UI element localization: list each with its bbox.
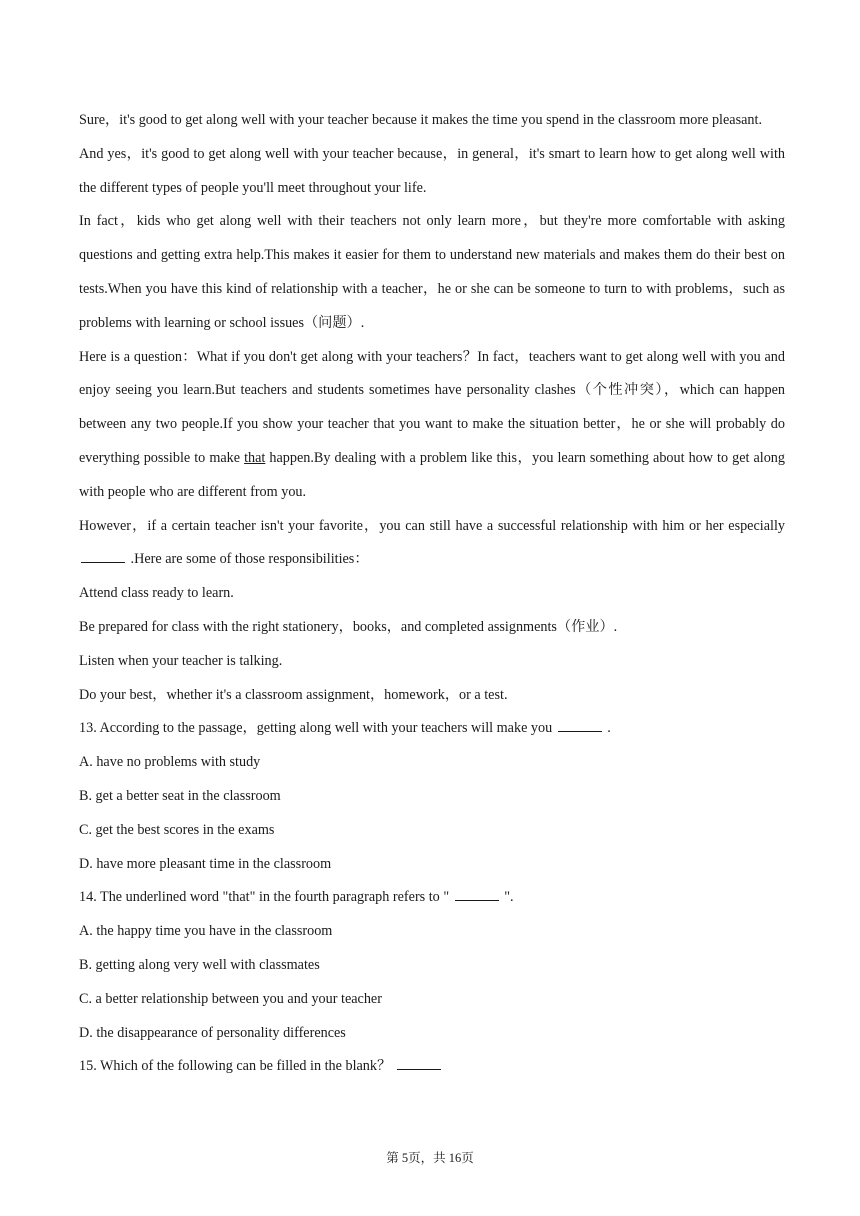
- question-14-option-c: [79, 983, 785, 1017]
- question-13-option-c: [79, 814, 785, 848]
- page-number-label: 第 5页，共 16页: [386, 1151, 474, 1165]
- question-13-stem: [79, 712, 785, 746]
- question-13-option-d: [79, 848, 785, 882]
- question-14-stem: [79, 881, 785, 915]
- paragraph-3-text: In fact，kids who get along well with their teachers not only learn more，but they're more comfortable with asking questions and getting extra help.This makes it easier for them to understand new materials and makes them do their best on tests.When you have this kind of relationship with a teacher，he or she can be someone to turn to with problems，such as problems with learning or school issues（问题）.: [79, 213, 785, 331]
- responsibility-2-text: Be prepared for class with the right stationery，books，and completed assignments（作业）.: [79, 618, 618, 635]
- answer-blank: [455, 886, 499, 901]
- question-13-option-a: [79, 746, 785, 780]
- responsibility-item: [79, 577, 785, 611]
- paragraph-2-text: And yes，it's good to get along well with your teacher because，in general，it's smart to learn how to get along well with the different types of people you'll meet throughout your life.: [79, 145, 785, 196]
- responsibility-3-text: Listen when your teacher is talking.: [79, 652, 283, 669]
- question-13-option-b: [79, 780, 785, 814]
- question-15-stem: [79, 1050, 785, 1084]
- question-13-text-before: 13. According to the passage，getting along well with your teachers will make you: [79, 720, 556, 737]
- option-text: D. the disappearance of personality differences: [79, 1024, 346, 1041]
- option-text: C. a better relationship between you and your teacher: [79, 990, 382, 1007]
- option-text: A. have no problems with study: [79, 754, 261, 771]
- question-14-text-after: ".: [500, 889, 514, 906]
- underlined-word-that: that: [244, 449, 266, 466]
- answer-blank: [558, 717, 602, 732]
- paragraph-5-text-after: .Here are some of those responsibilities：: [127, 551, 369, 568]
- responsibility-item: [79, 679, 785, 713]
- paragraph-4-text-before: Here is a question：What if you don't get along with your teachers？In fact，teachers want to get along well with you and enjoy seeing you learn.But teachers and students sometimes have personality clashes（个性冲突），which can happen between any two people.If you show your teacher that you want to make the situation better，he or she will probably do everything possible to make: [79, 348, 785, 466]
- answer-blank: [81, 548, 125, 563]
- paragraph-5-text-before: However，if a certain teacher isn't your favorite，you can still have a successful relationship with him or her especially: [79, 517, 785, 534]
- responsibility-item: [79, 611, 785, 645]
- responsibility-4-text: Do your best，whether it's a classroom assignment，homework，or a test.: [79, 686, 508, 703]
- responsibility-1-text: Attend class ready to learn.: [79, 585, 234, 602]
- option-text: C. get the best scores in the exams: [79, 821, 275, 838]
- paragraph-4: [79, 341, 785, 510]
- paragraph-1: [79, 104, 785, 138]
- paragraph-5: [79, 510, 785, 578]
- question-15-text: 15. Which of the following can be filled in the blank？: [79, 1058, 395, 1075]
- option-text: B. get a better seat in the classroom: [79, 787, 281, 804]
- question-14-option-d: [79, 1017, 785, 1051]
- responsibility-item: [79, 645, 785, 679]
- paragraph-1-text: Sure，it's good to get along well with your teacher because it makes the time you spend in the classroom more pleasant.: [79, 112, 762, 128]
- question-13-text-after: .: [603, 720, 611, 737]
- question-14-text-before: 14. The underlined word "that" in the fourth paragraph refers to ": [79, 889, 453, 906]
- page-footer: [0, 1150, 860, 1166]
- paragraph-4-text-after: happen.By dealing with a problem like this，you learn something about how to get along with people who are different from you.: [79, 449, 785, 500]
- document-body: [79, 104, 785, 1084]
- paragraph-2: [79, 138, 785, 206]
- question-14-option-b: [79, 949, 785, 983]
- option-text: B. getting along very well with classmates: [79, 956, 320, 973]
- option-text: A. the happy time you have in the classroom: [79, 923, 333, 940]
- option-text: D. have more pleasant time in the classroom: [79, 855, 332, 872]
- paragraph-3: [79, 205, 785, 340]
- question-14-option-a: [79, 915, 785, 949]
- answer-blank: [397, 1055, 441, 1070]
